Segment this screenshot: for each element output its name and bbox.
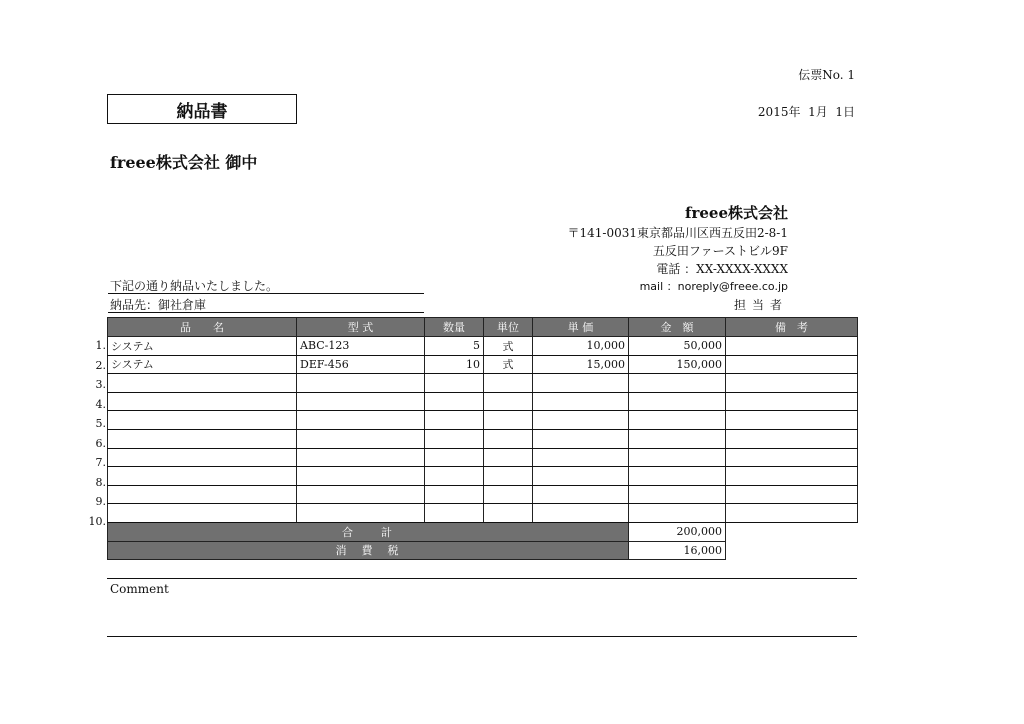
cell-amount: [629, 411, 726, 430]
row-number: 1.: [95, 339, 106, 352]
row-number: 6.: [95, 436, 106, 450]
cell-amount: 150,000: [629, 355, 726, 374]
cell-model: [297, 374, 425, 393]
table-row: [108, 374, 858, 393]
cell-price: [533, 485, 629, 504]
sender-phone: 電話 ：XX-XXXX-XXXX: [656, 262, 788, 276]
cell-unit: [484, 411, 533, 430]
issue-date: 2015年 1月 1日: [757, 105, 855, 119]
row-numbers: [82, 336, 106, 531]
cell-note: [726, 448, 858, 467]
table-row: [108, 411, 858, 430]
row-number: 7.: [95, 456, 106, 469]
cell-item: [108, 485, 297, 504]
sender-building: 五反田ファーストビル9F: [652, 244, 788, 258]
row-number: 9.: [95, 495, 106, 508]
cell-qty: [425, 485, 484, 504]
row-number: 8.: [95, 475, 106, 489]
cell-qty: [425, 374, 484, 393]
cell-unit: [484, 504, 533, 523]
cell-amount: [629, 485, 726, 504]
table-row: [108, 467, 858, 486]
cell-note: [726, 504, 858, 523]
cell-item: [108, 411, 297, 430]
sender-address: 〒141-0031東京都品川区西五反田2-8-1: [567, 226, 788, 240]
items-table: [107, 317, 858, 560]
row-number: 4.: [95, 397, 106, 411]
cell-item: [108, 374, 297, 393]
cell-item: システム: [108, 337, 297, 356]
cell-note: [726, 374, 858, 393]
comment-bottom-rule: [107, 636, 857, 637]
comment-top-rule: [107, 578, 857, 579]
table-row: [108, 485, 858, 504]
cell-price: [533, 374, 629, 393]
cell-amount: [629, 448, 726, 467]
cell-price: [533, 392, 629, 411]
cell-qty: [425, 448, 484, 467]
cell-model: [297, 429, 425, 448]
notice-rule: [108, 293, 424, 294]
table-row: [108, 429, 858, 448]
cell-unit: [484, 485, 533, 504]
cell-price: [533, 448, 629, 467]
cell-note: [726, 337, 858, 356]
cell-unit: [484, 467, 533, 486]
cell-model: [297, 392, 425, 411]
cell-amount: [629, 467, 726, 486]
document-title: 納品書: [107, 94, 297, 124]
cell-model: [297, 411, 425, 430]
cell-price: 10,000: [533, 337, 629, 356]
header-item: 品 名: [108, 318, 297, 337]
cell-note: [726, 485, 858, 504]
cell-qty: [425, 429, 484, 448]
cell-unit: 式: [484, 337, 533, 356]
cell-model: ABC-123: [297, 337, 425, 356]
cell-qty: [425, 467, 484, 486]
header-note: 備 考: [726, 318, 858, 337]
cell-unit: 式: [484, 355, 533, 374]
cell-model: [297, 504, 425, 523]
cell-note: [726, 392, 858, 411]
subtotal-value: 200,000: [629, 522, 726, 541]
table-row: [108, 392, 858, 411]
person-in-charge-label: 担当者: [733, 298, 788, 312]
cell-amount: 50,000: [629, 337, 726, 356]
header-unit: 単位: [484, 318, 533, 337]
cell-item: [108, 504, 297, 523]
cell-note: [726, 467, 858, 486]
cell-amount: [629, 392, 726, 411]
cell-qty: [425, 392, 484, 411]
subtotal-label: 合 計: [108, 522, 629, 541]
cell-item: [108, 467, 297, 486]
cell-note: [726, 411, 858, 430]
table-row: [108, 337, 858, 356]
cell-unit: [484, 429, 533, 448]
cell-unit: [484, 448, 533, 467]
cell-qty: [425, 504, 484, 523]
slip-number: 伝票No. 1: [798, 68, 855, 82]
cell-item: [108, 392, 297, 411]
tax-label: 消 費 税: [108, 541, 629, 560]
cell-model: [297, 448, 425, 467]
cell-unit: [484, 374, 533, 393]
cell-amount: [629, 374, 726, 393]
cell-item: [108, 429, 297, 448]
cell-item: [108, 448, 297, 467]
cell-unit: [484, 392, 533, 411]
cell-model: [297, 485, 425, 504]
table-row: [108, 448, 858, 467]
cell-qty: 5: [425, 337, 484, 356]
table-row: [108, 355, 858, 374]
tax-value: 16,000: [629, 541, 726, 560]
table-row: [108, 504, 858, 523]
cell-price: [533, 429, 629, 448]
cell-price: [533, 504, 629, 523]
tax-blank: [726, 541, 858, 560]
cell-amount: [629, 504, 726, 523]
header-price: 単 価: [533, 318, 629, 337]
subtotal-blank: [726, 522, 858, 541]
delivery-destination: 納品先：御社倉庫: [110, 298, 207, 312]
cell-price: [533, 467, 629, 486]
tax-row: [108, 541, 858, 560]
sender-company: freee株式会社: [685, 204, 788, 222]
destination-rule: [108, 312, 424, 313]
cell-amount: [629, 429, 726, 448]
row-number: 10.: [88, 514, 106, 528]
cell-note: [726, 355, 858, 374]
table-header-row: [108, 318, 858, 337]
cell-model: DEF-456: [297, 355, 425, 374]
row-number: 2.: [95, 358, 106, 372]
header-amount: 金 額: [629, 318, 726, 337]
header-model: 型 式: [297, 318, 425, 337]
cell-model: [297, 467, 425, 486]
sender-mail: mail ：noreply@freee.co.jp: [639, 280, 788, 293]
row-number: 3.: [95, 378, 106, 391]
cell-qty: 10: [425, 355, 484, 374]
header-qty: 数量: [425, 318, 484, 337]
cell-qty: [425, 411, 484, 430]
comment-label: Comment: [110, 582, 169, 596]
subtotal-row: [108, 522, 858, 541]
cell-note: [726, 429, 858, 448]
recipient-name: freee株式会社 御中: [110, 153, 258, 172]
row-number: 5.: [95, 417, 106, 430]
delivery-notice: 下記の通り納品いたしました。: [110, 279, 279, 293]
cell-price: [533, 411, 629, 430]
cell-item: システム: [108, 355, 297, 374]
cell-price: 15,000: [533, 355, 629, 374]
